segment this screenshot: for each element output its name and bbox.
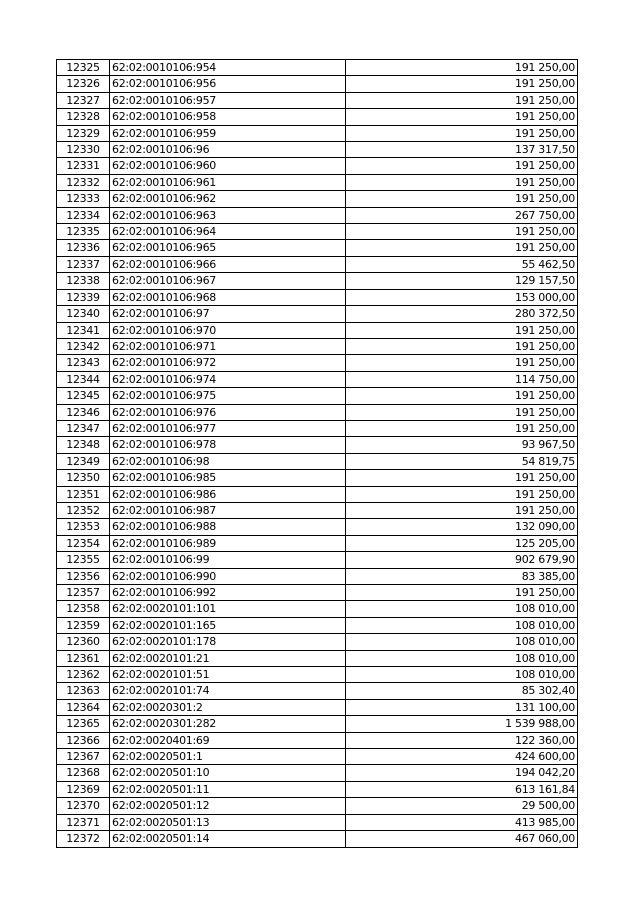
row-number-cell: 12342 xyxy=(57,338,110,354)
cadastral-number-cell: 62:02:0010106:992 xyxy=(110,585,346,601)
cadastral-value-cell: 125 205,00 xyxy=(346,535,578,551)
cadastral-number-cell: 62:02:0020301:282 xyxy=(110,716,346,732)
table-row xyxy=(57,732,578,748)
cadastral-value-cell: 191 250,00 xyxy=(346,92,578,108)
table-row xyxy=(57,158,578,174)
cadastral-number-cell: 62:02:0020501:14 xyxy=(110,831,346,847)
table-row xyxy=(57,699,578,715)
cadastral-number-cell: 62:02:0020501:12 xyxy=(110,798,346,814)
table-row xyxy=(57,306,578,322)
cadastral-number-cell: 62:02:0010106:986 xyxy=(110,486,346,502)
row-number-cell: 12335 xyxy=(57,224,110,240)
row-number-cell: 12332 xyxy=(57,174,110,190)
cadastral-number-cell: 62:02:0010106:975 xyxy=(110,388,346,404)
row-number-cell: 12364 xyxy=(57,699,110,715)
cadastral-value-table xyxy=(56,59,578,848)
cadastral-value-cell: 122 360,00 xyxy=(346,732,578,748)
row-number-cell: 12362 xyxy=(57,667,110,683)
row-number-cell: 12343 xyxy=(57,355,110,371)
row-number-cell: 12355 xyxy=(57,552,110,568)
table-row xyxy=(57,634,578,650)
row-number-cell: 12351 xyxy=(57,486,110,502)
cadastral-value-cell: 129 157,50 xyxy=(346,273,578,289)
cadastral-number-cell: 62:02:0010106:985 xyxy=(110,470,346,486)
row-number-cell: 12340 xyxy=(57,306,110,322)
cadastral-number-cell: 62:02:0010106:966 xyxy=(110,256,346,272)
row-number-cell: 12341 xyxy=(57,322,110,338)
table-row xyxy=(57,585,578,601)
cadastral-number-cell: 62:02:0010106:972 xyxy=(110,355,346,371)
table-row xyxy=(57,338,578,354)
table-row xyxy=(57,601,578,617)
cadastral-number-cell: 62:02:0010106:954 xyxy=(110,60,346,76)
cadastral-value-cell: 191 250,00 xyxy=(346,60,578,76)
cadastral-number-cell: 62:02:0020101:165 xyxy=(110,617,346,633)
cadastral-number-cell: 62:02:0010106:970 xyxy=(110,322,346,338)
cadastral-number-cell: 62:02:0020501:11 xyxy=(110,781,346,797)
cadastral-number-cell: 62:02:0020101:74 xyxy=(110,683,346,699)
cadastral-value-cell: 424 600,00 xyxy=(346,749,578,765)
table-row xyxy=(57,92,578,108)
row-number-cell: 12350 xyxy=(57,470,110,486)
cadastral-value-cell: 191 250,00 xyxy=(346,125,578,141)
cadastral-number-cell: 62:02:0010106:971 xyxy=(110,338,346,354)
cadastral-number-cell: 62:02:0010106:99 xyxy=(110,552,346,568)
table-row xyxy=(57,174,578,190)
table-row xyxy=(57,404,578,420)
cadastral-value-cell: 108 010,00 xyxy=(346,634,578,650)
table-row xyxy=(57,289,578,305)
cadastral-value-cell: 191 250,00 xyxy=(346,191,578,207)
table-row xyxy=(57,716,578,732)
row-number-cell: 12348 xyxy=(57,437,110,453)
row-number-cell: 12338 xyxy=(57,273,110,289)
cadastral-number-cell: 62:02:0010106:956 xyxy=(110,76,346,92)
cadastral-value-cell: 467 060,00 xyxy=(346,831,578,847)
table-row xyxy=(57,667,578,683)
row-number-cell: 12329 xyxy=(57,125,110,141)
cadastral-number-cell: 62:02:0010106:976 xyxy=(110,404,346,420)
table-row xyxy=(57,519,578,535)
row-number-cell: 12354 xyxy=(57,535,110,551)
table-row xyxy=(57,781,578,797)
cadastral-value-cell: 153 000,00 xyxy=(346,289,578,305)
cadastral-number-cell: 62:02:0020501:13 xyxy=(110,814,346,830)
table-row xyxy=(57,683,578,699)
cadastral-value-cell: 191 250,00 xyxy=(346,158,578,174)
row-number-cell: 12344 xyxy=(57,371,110,387)
row-number-cell: 12359 xyxy=(57,617,110,633)
row-number-cell: 12330 xyxy=(57,142,110,158)
row-number-cell: 12337 xyxy=(57,256,110,272)
cadastral-value-cell: 191 250,00 xyxy=(346,224,578,240)
cadastral-number-cell: 62:02:0010106:961 xyxy=(110,174,346,190)
cadastral-value-cell: 108 010,00 xyxy=(346,617,578,633)
cadastral-value-cell: 85 302,40 xyxy=(346,683,578,699)
row-number-cell: 12346 xyxy=(57,404,110,420)
cadastral-number-cell: 62:02:0010106:988 xyxy=(110,519,346,535)
cadastral-value-cell: 131 100,00 xyxy=(346,699,578,715)
row-number-cell: 12325 xyxy=(57,60,110,76)
row-number-cell: 12347 xyxy=(57,420,110,436)
cadastral-value-cell: 613 161,84 xyxy=(346,781,578,797)
row-number-cell: 12361 xyxy=(57,650,110,666)
cadastral-value-cell: 191 250,00 xyxy=(346,420,578,436)
table-row xyxy=(57,355,578,371)
row-number-cell: 12371 xyxy=(57,814,110,830)
table-row xyxy=(57,502,578,518)
table-row xyxy=(57,765,578,781)
cadastral-value-cell: 191 250,00 xyxy=(346,486,578,502)
cadastral-value-cell: 191 250,00 xyxy=(346,470,578,486)
cadastral-value-cell: 132 090,00 xyxy=(346,519,578,535)
cadastral-number-cell: 62:02:0010106:958 xyxy=(110,109,346,125)
row-number-cell: 12365 xyxy=(57,716,110,732)
table-row xyxy=(57,240,578,256)
cadastral-number-cell: 62:02:0010106:978 xyxy=(110,437,346,453)
cadastral-number-cell: 62:02:0010106:989 xyxy=(110,535,346,551)
cadastral-value-cell: 29 500,00 xyxy=(346,798,578,814)
row-number-cell: 12369 xyxy=(57,781,110,797)
table-row xyxy=(57,60,578,76)
cadastral-value-cell: 108 010,00 xyxy=(346,650,578,666)
table-row xyxy=(57,371,578,387)
cadastral-value-cell: 191 250,00 xyxy=(346,322,578,338)
cadastral-number-cell: 62:02:0010106:96 xyxy=(110,142,346,158)
row-number-cell: 12357 xyxy=(57,585,110,601)
cadastral-value-cell: 191 250,00 xyxy=(346,76,578,92)
row-number-cell: 12339 xyxy=(57,289,110,305)
row-number-cell: 12327 xyxy=(57,92,110,108)
table-row xyxy=(57,568,578,584)
cadastral-number-cell: 62:02:0010106:965 xyxy=(110,240,346,256)
cadastral-number-cell: 62:02:0010106:990 xyxy=(110,568,346,584)
cadastral-value-cell: 194 042,20 xyxy=(346,765,578,781)
cadastral-value-cell: 191 250,00 xyxy=(346,585,578,601)
cadastral-value-cell: 108 010,00 xyxy=(346,601,578,617)
cadastral-number-cell: 62:02:0010106:987 xyxy=(110,502,346,518)
table-row xyxy=(57,798,578,814)
table-row xyxy=(57,388,578,404)
row-number-cell: 12372 xyxy=(57,831,110,847)
table-row xyxy=(57,191,578,207)
row-number-cell: 12328 xyxy=(57,109,110,125)
row-number-cell: 12356 xyxy=(57,568,110,584)
cadastral-number-cell: 62:02:0010106:964 xyxy=(110,224,346,240)
table-row xyxy=(57,552,578,568)
cadastral-number-cell: 62:02:0020401:69 xyxy=(110,732,346,748)
cadastral-number-cell: 62:02:0020101:178 xyxy=(110,634,346,650)
cadastral-value-cell: 54 819,75 xyxy=(346,453,578,469)
row-number-cell: 12368 xyxy=(57,765,110,781)
cadastral-number-cell: 62:02:0010106:97 xyxy=(110,306,346,322)
cadastral-number-cell: 62:02:0020501:10 xyxy=(110,765,346,781)
cadastral-value-cell: 191 250,00 xyxy=(346,502,578,518)
row-number-cell: 12363 xyxy=(57,683,110,699)
table-row xyxy=(57,273,578,289)
row-number-cell: 12370 xyxy=(57,798,110,814)
table-row xyxy=(57,76,578,92)
table-row xyxy=(57,109,578,125)
cadastral-value-cell: 191 250,00 xyxy=(346,355,578,371)
cadastral-number-cell: 62:02:0020501:1 xyxy=(110,749,346,765)
cadastral-value-cell: 137 317,50 xyxy=(346,142,578,158)
cadastral-value-cell: 83 385,00 xyxy=(346,568,578,584)
table-row xyxy=(57,749,578,765)
cadastral-value-cell: 902 679,90 xyxy=(346,552,578,568)
cadastral-number-cell: 62:02:0020301:2 xyxy=(110,699,346,715)
table-row xyxy=(57,470,578,486)
cadastral-value-cell: 191 250,00 xyxy=(346,388,578,404)
cadastral-value-cell: 413 985,00 xyxy=(346,814,578,830)
cadastral-value-cell: 267 750,00 xyxy=(346,207,578,223)
cadastral-number-cell: 62:02:0010106:959 xyxy=(110,125,346,141)
row-number-cell: 12367 xyxy=(57,749,110,765)
cadastral-number-cell: 62:02:0010106:98 xyxy=(110,453,346,469)
cadastral-value-cell: 191 250,00 xyxy=(346,109,578,125)
table-row xyxy=(57,207,578,223)
table-row xyxy=(57,650,578,666)
table-row xyxy=(57,256,578,272)
row-number-cell: 12353 xyxy=(57,519,110,535)
row-number-cell: 12336 xyxy=(57,240,110,256)
table-row xyxy=(57,814,578,830)
table-row xyxy=(57,224,578,240)
cadastral-value-cell: 1 539 988,00 xyxy=(346,716,578,732)
row-number-cell: 12333 xyxy=(57,191,110,207)
table-body xyxy=(57,60,578,848)
table-row xyxy=(57,142,578,158)
table-row xyxy=(57,831,578,847)
row-number-cell: 12334 xyxy=(57,207,110,223)
row-number-cell: 12352 xyxy=(57,502,110,518)
row-number-cell: 12360 xyxy=(57,634,110,650)
table-row xyxy=(57,486,578,502)
table-row xyxy=(57,420,578,436)
cadastral-value-cell: 108 010,00 xyxy=(346,667,578,683)
cadastral-number-cell: 62:02:0020101:21 xyxy=(110,650,346,666)
cadastral-value-cell: 191 250,00 xyxy=(346,240,578,256)
cadastral-number-cell: 62:02:0010106:960 xyxy=(110,158,346,174)
row-number-cell: 12358 xyxy=(57,601,110,617)
table-row xyxy=(57,535,578,551)
row-number-cell: 12345 xyxy=(57,388,110,404)
table-row xyxy=(57,322,578,338)
cadastral-value-cell: 93 967,50 xyxy=(346,437,578,453)
row-number-cell: 12349 xyxy=(57,453,110,469)
cadastral-value-cell: 55 462,50 xyxy=(346,256,578,272)
cadastral-number-cell: 62:02:0010106:967 xyxy=(110,273,346,289)
cadastral-number-cell: 62:02:0010106:974 xyxy=(110,371,346,387)
cadastral-value-cell: 191 250,00 xyxy=(346,338,578,354)
cadastral-number-cell: 62:02:0010106:977 xyxy=(110,420,346,436)
table-row xyxy=(57,617,578,633)
row-number-cell: 12326 xyxy=(57,76,110,92)
cadastral-number-cell: 62:02:0020101:51 xyxy=(110,667,346,683)
cadastral-value-cell: 191 250,00 xyxy=(346,404,578,420)
cadastral-value-cell: 280 372,50 xyxy=(346,306,578,322)
table-row xyxy=(57,437,578,453)
cadastral-value-cell: 191 250,00 xyxy=(346,174,578,190)
table-row xyxy=(57,453,578,469)
cadastral-number-cell: 62:02:0020101:101 xyxy=(110,601,346,617)
table-row xyxy=(57,125,578,141)
cadastral-number-cell: 62:02:0010106:963 xyxy=(110,207,346,223)
cadastral-number-cell: 62:02:0010106:957 xyxy=(110,92,346,108)
cadastral-number-cell: 62:02:0010106:968 xyxy=(110,289,346,305)
cadastral-number-cell: 62:02:0010106:962 xyxy=(110,191,346,207)
row-number-cell: 12366 xyxy=(57,732,110,748)
cadastral-value-cell: 114 750,00 xyxy=(346,371,578,387)
row-number-cell: 12331 xyxy=(57,158,110,174)
